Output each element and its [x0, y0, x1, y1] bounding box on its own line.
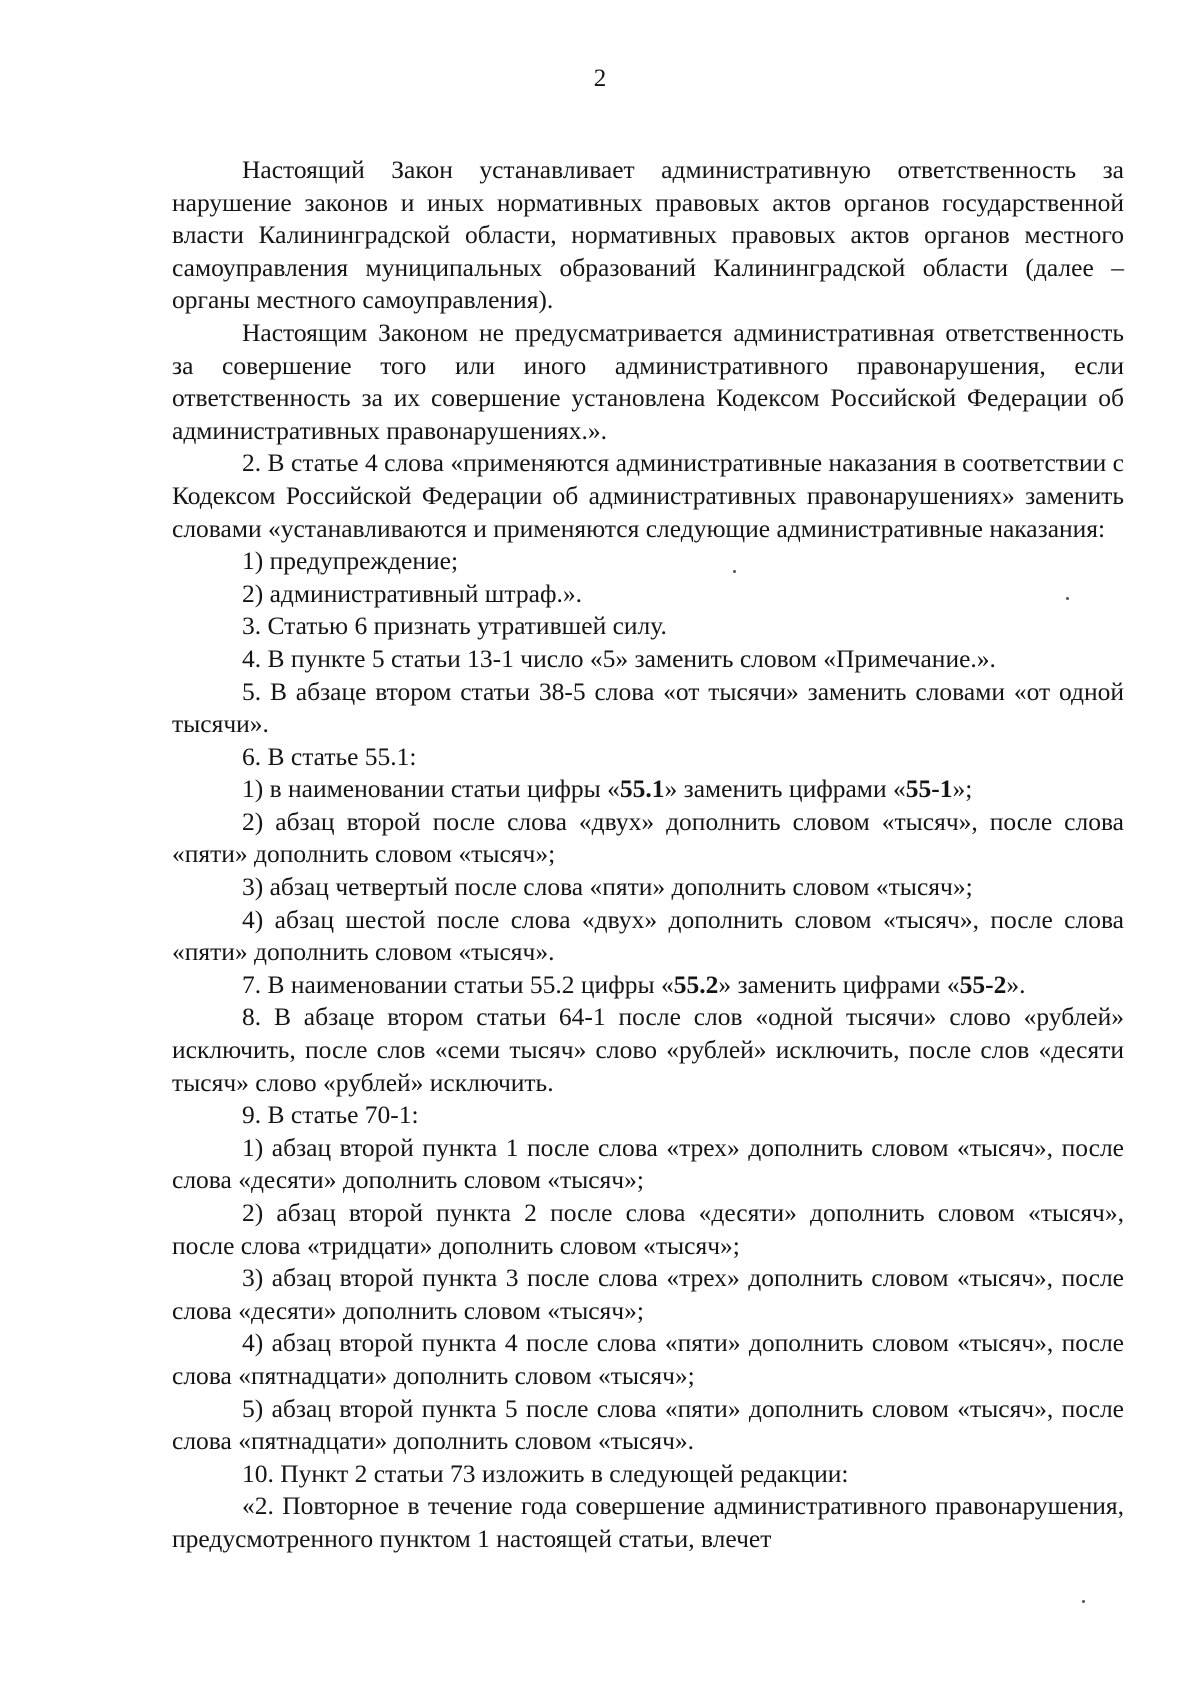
- page-number: 2: [593, 65, 607, 92]
- list-item: 1) абзац второй пункта 1 после слова «трех» дополнить словом «тысяч», после слова «десяти» дополнить словом «тысяч»;: [172, 1132, 1124, 1195]
- list-item: 4) абзац второй пункта 4 после слова «пяти» дополнить словом «тысяч», после слова «пятнадцати» дополнить словом «тысяч»;: [172, 1328, 1124, 1390]
- paragraph: Настоящим Законом не предусматривается административная ответственность за совершение того или иного административного правонарушения, если ответственность за их совершение установлена Кодексом Российской Федерации об административных правонарушениях.».: [172, 317, 1124, 445]
- paragraph: 6. В статье 55.1:: [242, 741, 417, 771]
- text-run: » заменить цифрами «: [718, 969, 960, 999]
- text-run: 7. В наименовании статьи 55.2 цифры «: [242, 969, 674, 999]
- document-body: [172, 154, 1124, 1556]
- bold-number: 55-2: [959, 969, 1007, 999]
- paragraph: 10. Пункт 2 статьи 73 изложить в следующей редакции:: [242, 1458, 849, 1488]
- paragraph: «2. Повторное в течение года совершение административного правонарушения, предусмотренного пунктом 1 настоящей статьи, влечет: [172, 1491, 1124, 1553]
- list-item: 4) абзац шестой после слова «двух» дополнить словом «тысяч», после слова «пяти» дополнить словом «тысяч».: [172, 904, 1124, 967]
- paragraph: [172, 969, 1124, 1002]
- list-item: 5) абзац второй пункта 5 после слова «пяти» дополнить словом «тысяч», после слова «пятнадцати» дополнить словом «тысяч».: [172, 1393, 1124, 1456]
- paragraph: Настоящий Закон устанавливает административную ответственность за нарушение законов и иных нормативных правовых актов органов государственной власти Калининградской области, нормативных правовых актов органов местного самоуправления муниципальных образований Калининградской области (далее – органы местного самоуправления).: [172, 155, 1124, 315]
- paragraph: 5. В абзаце втором статьи 38-5 слова «от тысячи» заменить словами «от одной тысячи».: [172, 676, 1124, 739]
- scan-speck: [1082, 1600, 1085, 1603]
- bold-number: 55.2: [673, 969, 719, 999]
- list-item: [172, 773, 1124, 806]
- paragraph: 9. В статье 70-1:: [242, 1100, 419, 1130]
- text-run: » заменить цифрами «: [664, 774, 906, 804]
- list-item: 3) абзац четвертый после слова «пяти» дополнить словом «тысяч»;: [242, 872, 973, 902]
- paragraph: 4. В пункте 5 статьи 13-1 число «5» заменить словом «Примечание.».: [242, 643, 996, 673]
- list-item: 2) абзац второй после слова «двух» дополнить словом «тысяч», после слова «пяти» дополнить словом «тысяч»;: [172, 806, 1124, 869]
- text-run: 1) в наименовании статьи цифры «: [242, 774, 620, 804]
- scan-speck: [733, 570, 736, 573]
- bold-number: 55.1: [619, 774, 665, 804]
- list-item: 2) административный штраф.».: [242, 578, 582, 608]
- paragraph: 3. Статью 6 признать утратившей силу.: [242, 611, 667, 641]
- bold-number: 55-1: [905, 774, 953, 804]
- list-item: 3) абзац второй пункта 3 после слова «трех» дополнить словом «тысяч», после слова «десяти» дополнить словом «тысяч»;: [172, 1263, 1124, 1325]
- list-item: 2) абзац второй пункта 2 после слова «десяти» дополнить словом «тысяч», после слова «тридцати» дополнить словом «тысяч»;: [172, 1198, 1124, 1260]
- text-run: ».: [1006, 969, 1026, 999]
- paragraph: 2. В статье 4 слова «применяются административные наказания в соответствии с Кодексом Российской Федерации об административных правонарушениях» заменить словами «устанавливаются и применяются следующие административные наказания:: [172, 448, 1124, 543]
- paragraph: 8. В абзаце втором статьи 64-1 после слов «одной тысячи» слово «рублей» исключить, после слов «семи тысяч» слово «рублей» исключить, после слов «десяти тысяч» слово «рублей» исключить.: [172, 1002, 1124, 1097]
- scan-speck: [1066, 597, 1069, 600]
- list-item: 1) предупреждение;: [242, 546, 459, 576]
- text-run: »;: [952, 774, 973, 804]
